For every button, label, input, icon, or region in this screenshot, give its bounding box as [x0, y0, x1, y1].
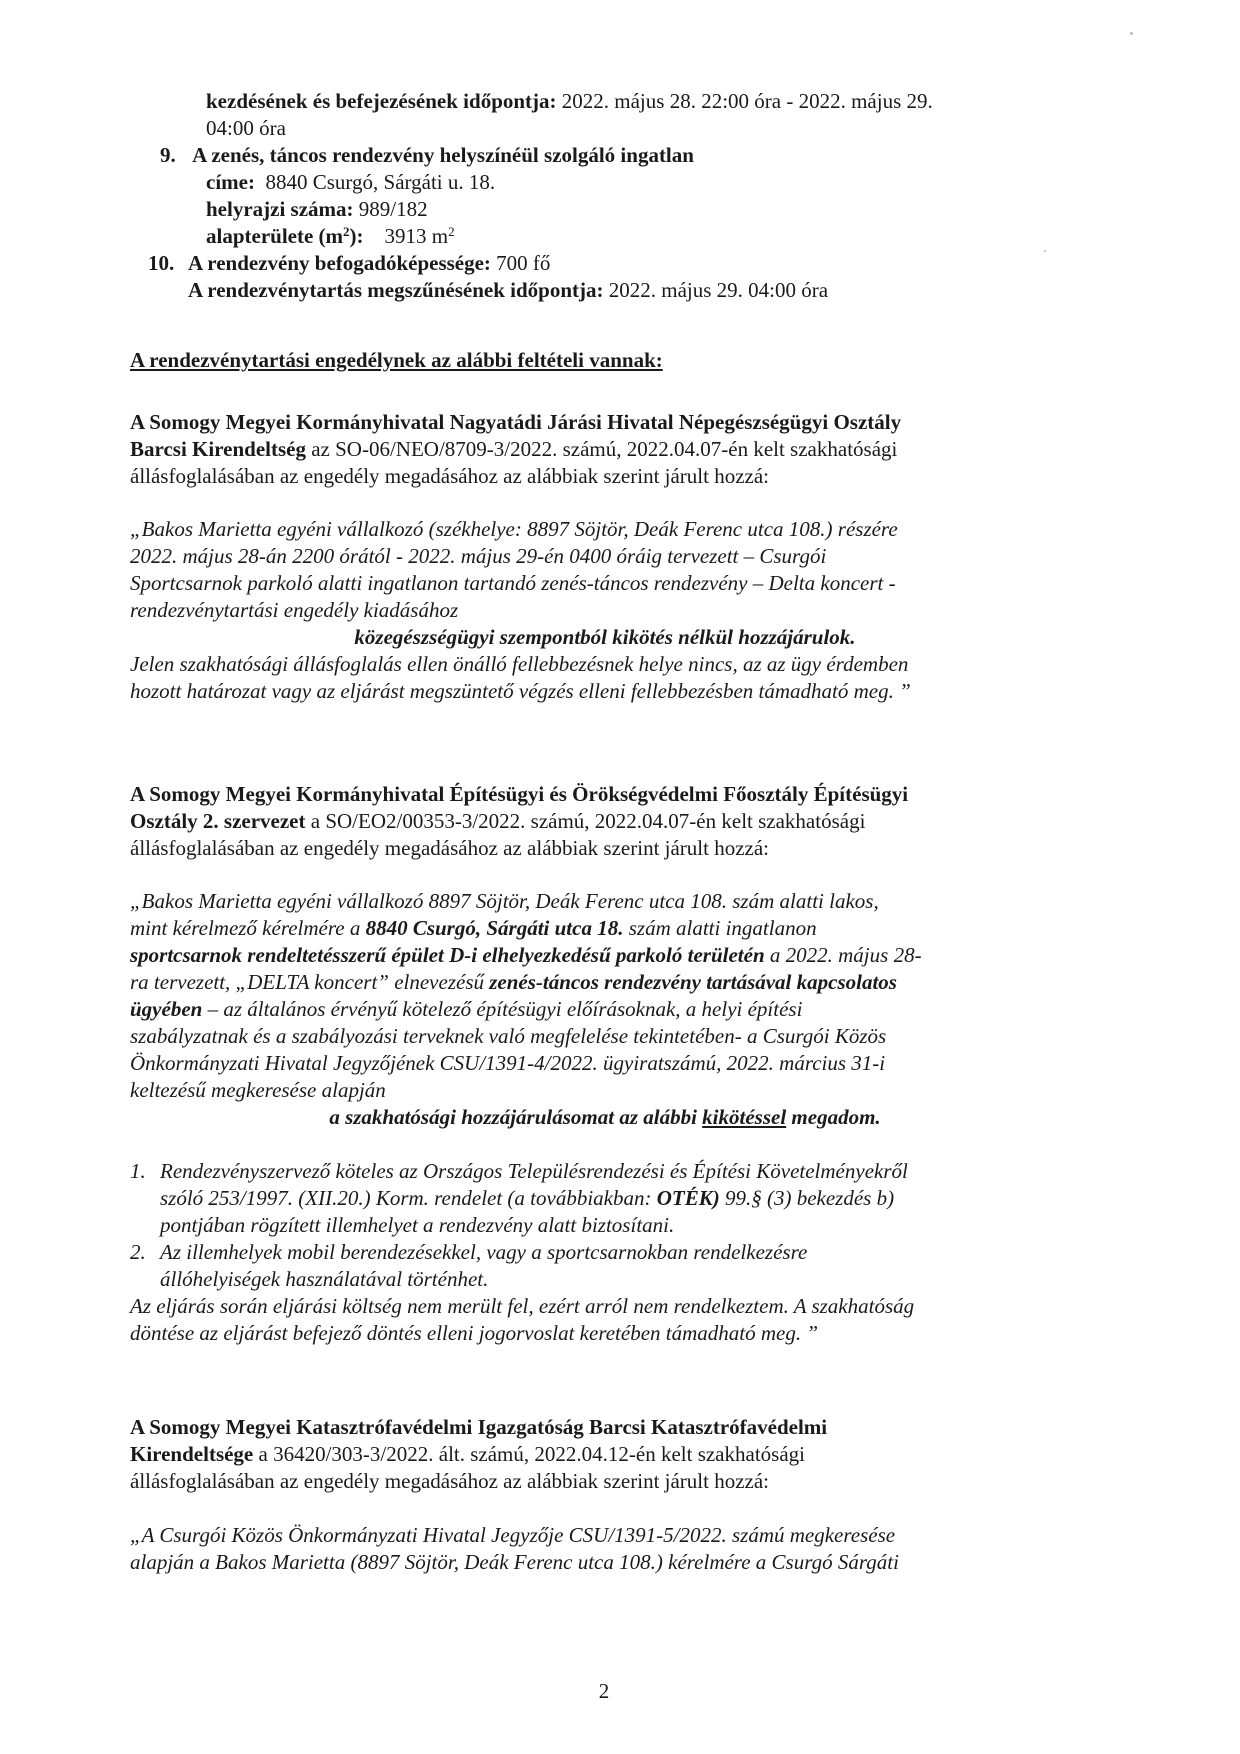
- approval-with-condition: a szakhatósági hozzájárulásomat az alábbi kikötéssel megadom.: [329, 1105, 881, 1129]
- start-end-time-line: kezdésének és befejezésének időpontja: 2022. május 28. 22:00 óra - 2022. május 29.: [206, 89, 933, 113]
- item-9-title: 9. A zenés, táncos rendezvény helyszínéül szolgáló ingatlan: [160, 143, 694, 167]
- section-public-health: A Somogy Megyei Kormányhivatal Nagyatádi Járási Hivatal Népegészségügyi Osztály Barcsi Kirendeltség az SO-06/NEO/8709-3/2022. számú, 2022.04.07-én kelt szakhatósági állásfoglalásában az engedély megadásához az alábbiak szerint járult hozzá:: [130, 410, 902, 488]
- scan-speck: [1044, 250, 1046, 252]
- section-disaster-management: A Somogy Megyei Katasztrófavédelmi Igazgatóság Barcsi Katasztrófavédelmi Kirendeltsége a 36420/303-3/2022. ált. számú, 2022.04.12-én kelt szakhatósági állásfoglalásában az engedély megadásához az alábbiak szerint járult hozzá:: [130, 1415, 828, 1493]
- end-time-line: A rendezvénytartás megszűnésének időpontja: 2022. május 29. 04:00 óra: [188, 278, 829, 302]
- section-building-authority: A Somogy Megyei Kormányhivatal Építésügyi és Örökségvédelmi Főosztály Építésügyi Osztály 2. szervezet a SO/EO2/00353-3/2022. számú, 2022.04.07-én kelt szakhatósági állásfoglalásában az engedély megadásához az alábbiak szerint járult hozzá:: [130, 782, 909, 860]
- quote-public-health: „Bakos Marietta egyéni vállalkozó (székhelye: 8897 Söjtör, Deák Ferenc utca 108.) részére 2022. május 28-án 2200 órától - 2022. május 29-én 0400 óráig tervezett – Csurgói Sportcsarnok parkoló alatti ingatlanon tartandó zenés-táncos rendezvény – Delta koncert - rendezvénytartási engedély kiadásához közegészségügyi szempontból kikötés nélkül hozzájárulok. Jelen szakhatósági állásfoglalás ellen önálló fellebbezésnek helye nincs, az az ügy érdemben hozott határozat vagy az eljárást megszüntető végzés elleni fellebbezésben támadható meg. ”: [130, 517, 911, 703]
- quote-building-authority: „Bakos Marietta egyéni vállalkozó 8897 Söjtör, Deák Ferenc utca 108. szám alatti lakos, mint kérelmező kérelmére a 8840 Csurgó, Sárgáti utca 18. szám alatti ingatlanon sportcsarnok rendeltetésszerű épület D-i elhelyezkedésű parkoló területén a 2022. május 28- ra tervezett, „DELTA koncert” elnevezésű zenés-táncos rendezvény tartásával kapcsolatos ügyében – az általános érvényű kötelező építésügyi előírásoknak, a helyi építési szabályzatnak és a szabályozási terveknek való megfelelése tekintetében- a Csurgói Közös Önkormányzati Hivatal Jegyzőjének CSU/1391-4/2022. ügyiratszámú, 2022. március 31-i keltezésű megkeresése alapján a szakhatósági hozzájárulásomat az alábbi kikötéssel megadom.: [130, 888, 1080, 1131]
- list-item: 1. Rendezvényszervező köteles az Országos Településrendezési és Építési Követelményekről szóló 253/1997. (XII.20.) Korm. rendelet (a továbbiakban: OTÉK) 99.§ (3) bekezdés b) pontjában rögzített illemhelyet a rendezvény alatt biztosítani.: [130, 1159, 908, 1237]
- condition-list: 1. Rendezvényszervező köteles az Országos Településrendezési és Építési Követelményekről szóló 253/1997. (XII.20.) Korm. rendelet (a továbbiakban: OTÉK) 99.§ (3) bekezdés b) pontjában rögzített illemhelyet a rendezvény alatt biztosítani. 2. Az illemhelyek mobil berendezésekkel, vagy a sportcsarnokban rendelkezésre állóhelyiségek használatával történhet. Az eljárás során eljárási költség nem merült fel, ezért arról nem rendelkeztem. A szakhatóság döntése az eljárást befejező döntés elleni jogorvoslat keretében támadható meg. ”: [130, 1158, 1080, 1347]
- conditions-heading: A rendezvénytartási engedélynek az alábbi feltételi vannak:: [130, 348, 663, 372]
- page-number: 2: [598, 1679, 610, 1703]
- lot-number-line: helyrajzi száma: 989/182: [206, 197, 428, 221]
- list-item: 2. Az illemhelyek mobil berendezésekkel, vagy a sportcsarnokban rendelkezésre állóhelyiségek használatával történhet.: [130, 1240, 808, 1291]
- area-line: alapterülete $(m^2)$: 3913 $m^2$: [206, 224, 455, 248]
- item-10-capacity: 10. A rendezvény befogadóképessége: 700 fő: [148, 251, 551, 275]
- quote-disaster-management: „A Csurgói Közös Önkormányzati Hivatal Jegyzője CSU/1391-5/2022. számú megkeresése alapján a Bakos Marietta (8897 Söjtör, Deák Ferenc utca 108.) kérelmére a Csurgó Sárgáti: [130, 1523, 899, 1574]
- address-line: címe: 8840 Csurgó, Sárgáti u. 18.: [206, 170, 496, 194]
- event-details: kezdésének és befejezésének időpontja: 2022. május 28. 22:00 óra - 2022. május 29. 04:00 óra 9. A zenés, táncos rendezvény helyszínéül szolgáló ingatlan címe: 8840 Csurgó, Sárgáti u. 18. helyrajzi száma: 989/182 alapterülete $(m^2)$: 3913 $m^2$ 10. A rendezvény befogadóképessége: 700 fő A rendezvénytartás megszűnésének időpontja: 2022. május 29. 04:00 óra: [160, 88, 1080, 304]
- scan-speck: [1130, 32, 1133, 35]
